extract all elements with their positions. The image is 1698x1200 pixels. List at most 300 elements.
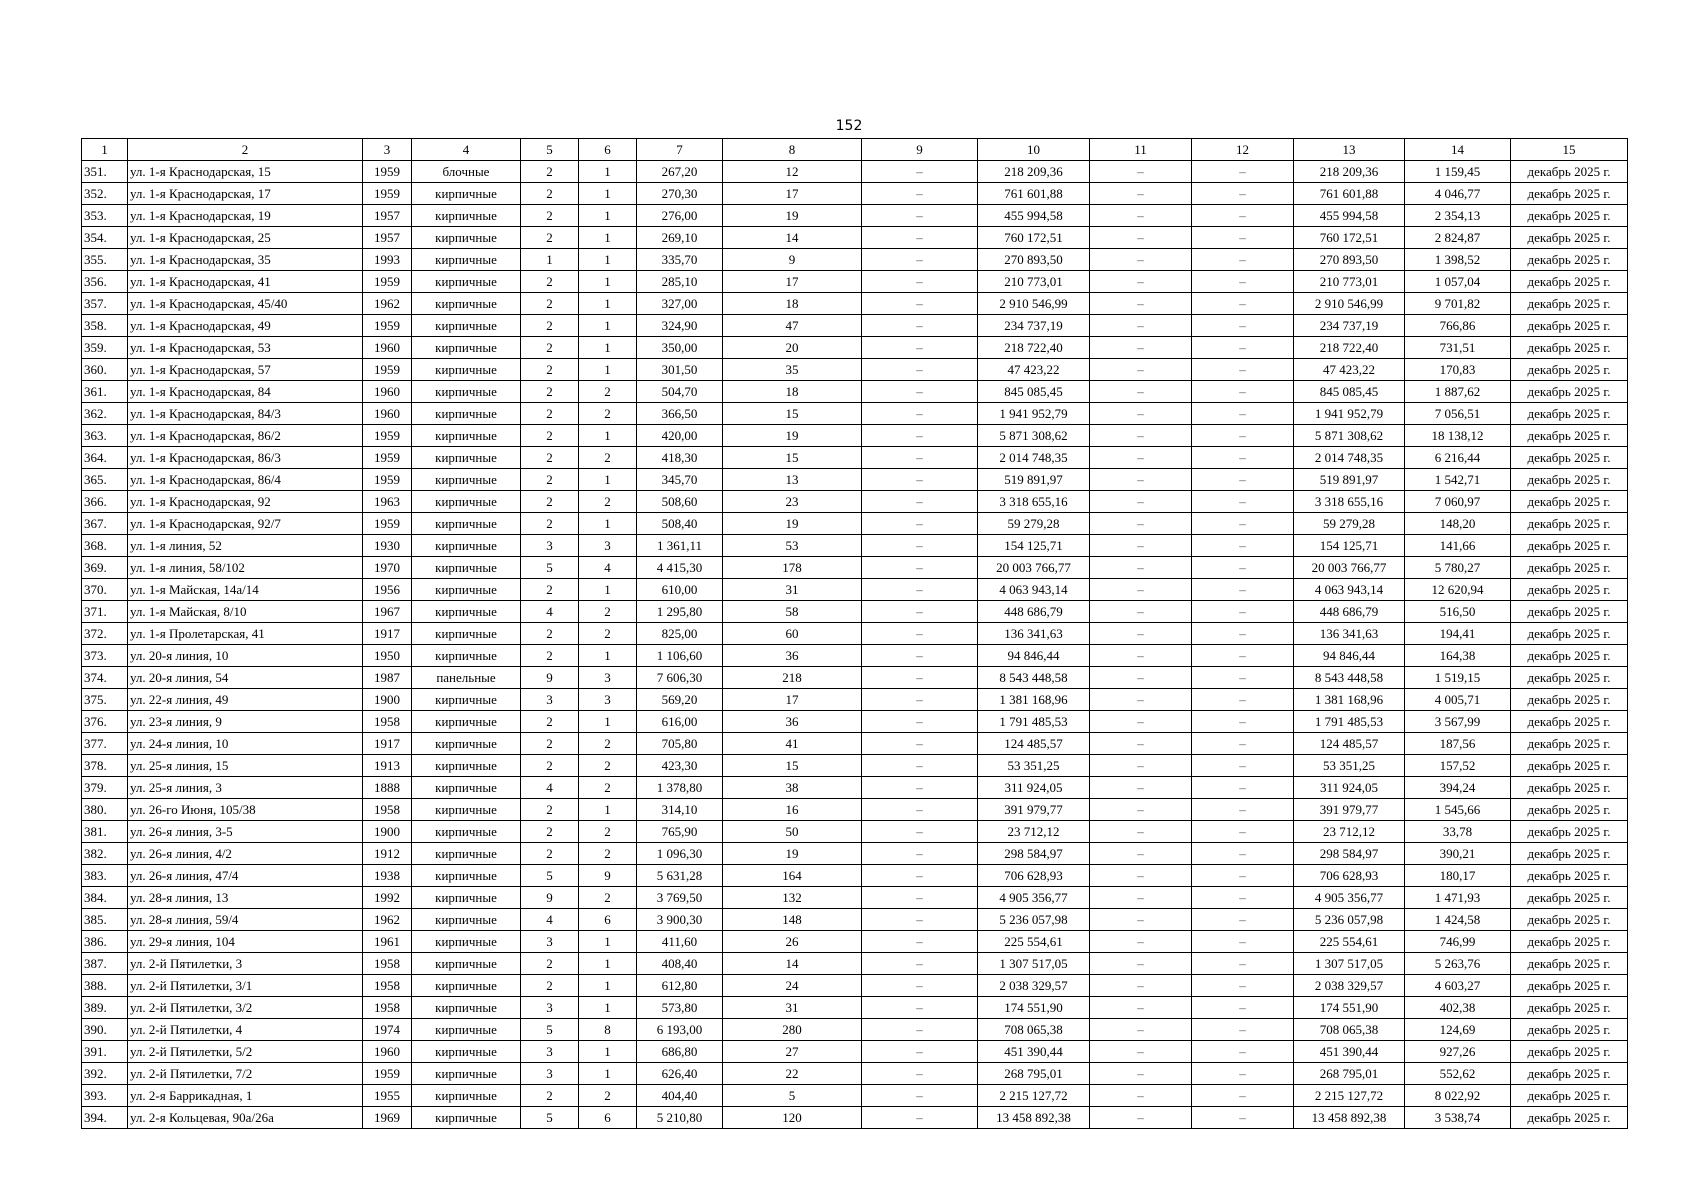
table-cell: 1958 bbox=[363, 997, 412, 1019]
table-cell: – bbox=[1090, 645, 1192, 667]
table-cell: – bbox=[1192, 161, 1294, 183]
table-cell: 174 551,90 bbox=[1294, 997, 1405, 1019]
table-cell: кирпичные bbox=[412, 249, 521, 271]
table-cell: – bbox=[1090, 425, 1192, 447]
table-cell: – bbox=[862, 711, 978, 733]
table-cell: 124 485,57 bbox=[1294, 733, 1405, 755]
table-cell: 385. bbox=[82, 909, 128, 931]
table-cell: – bbox=[1090, 733, 1192, 755]
table-cell: кирпичные bbox=[412, 359, 521, 381]
table-cell: 2 bbox=[579, 491, 637, 513]
table-cell: 350,00 bbox=[637, 337, 723, 359]
table-cell: – bbox=[1090, 997, 1192, 1019]
table-cell: 1 bbox=[521, 249, 579, 271]
table-cell: 5 263,76 bbox=[1405, 953, 1511, 975]
table-cell: – bbox=[1192, 337, 1294, 359]
table-cell: – bbox=[862, 931, 978, 953]
table-cell: 387. bbox=[82, 953, 128, 975]
table-cell: 324,90 bbox=[637, 315, 723, 337]
table-cell: – bbox=[1090, 557, 1192, 579]
table-cell: ул. 20-я линия, 10 bbox=[128, 645, 363, 667]
table-cell: ул. 2-й Пятилетки, 7/2 bbox=[128, 1063, 363, 1085]
table-cell: – bbox=[1192, 1019, 1294, 1041]
table-row bbox=[82, 491, 1628, 513]
table-cell: 4 905 356,77 bbox=[1294, 887, 1405, 909]
table-cell: – bbox=[1090, 843, 1192, 865]
table-cell: декабрь 2025 г. bbox=[1511, 161, 1628, 183]
table-cell: декабрь 2025 г. bbox=[1511, 491, 1628, 513]
table-row bbox=[82, 799, 1628, 821]
table-cell: – bbox=[1090, 447, 1192, 469]
table-cell: 1 519,15 bbox=[1405, 667, 1511, 689]
table-cell: 366,50 bbox=[637, 403, 723, 425]
table-cell: – bbox=[1090, 601, 1192, 623]
table-cell: ул. 29-я линия, 104 bbox=[128, 931, 363, 953]
table-cell: 2 bbox=[521, 491, 579, 513]
table-cell: 370. bbox=[82, 579, 128, 601]
table-cell: 23 712,12 bbox=[978, 821, 1090, 843]
table-cell: – bbox=[862, 997, 978, 1019]
table-cell: – bbox=[1192, 447, 1294, 469]
table-cell: – bbox=[1192, 645, 1294, 667]
table-cell: 267,20 bbox=[637, 161, 723, 183]
table-cell: 17 bbox=[723, 271, 862, 293]
table-cell: 4 603,27 bbox=[1405, 975, 1511, 997]
table-cell: 1 bbox=[579, 997, 637, 1019]
table-cell: 1957 bbox=[363, 205, 412, 227]
table-cell: ул. 1-я Майская, 14а/14 bbox=[128, 579, 363, 601]
table-cell: 1 424,58 bbox=[1405, 909, 1511, 931]
table-cell: 612,80 bbox=[637, 975, 723, 997]
table-cell: – bbox=[1192, 843, 1294, 865]
column-number-row bbox=[82, 139, 1628, 161]
table-cell: 1992 bbox=[363, 887, 412, 909]
table-cell: декабрь 2025 г. bbox=[1511, 1019, 1628, 1041]
table-cell: ул. 2-й Пятилетки, 3 bbox=[128, 953, 363, 975]
table-cell: – bbox=[1090, 909, 1192, 931]
table-cell: 5 871 308,62 bbox=[1294, 425, 1405, 447]
table-row bbox=[82, 601, 1628, 623]
table-cell: 358. bbox=[82, 315, 128, 337]
table-cell: ул. 22-я линия, 49 bbox=[128, 689, 363, 711]
table-cell: 1958 bbox=[363, 711, 412, 733]
table-cell: декабрь 2025 г. bbox=[1511, 227, 1628, 249]
table-cell: – bbox=[1090, 579, 1192, 601]
table-cell: 234 737,19 bbox=[1294, 315, 1405, 337]
table-cell: кирпичные bbox=[412, 909, 521, 931]
table-cell: 386. bbox=[82, 931, 128, 953]
table-cell: кирпичные bbox=[412, 733, 521, 755]
table-cell: – bbox=[1192, 271, 1294, 293]
table-cell: 1967 bbox=[363, 601, 412, 623]
table-cell: 573,80 bbox=[637, 997, 723, 1019]
table-cell: декабрь 2025 г. bbox=[1511, 249, 1628, 271]
table-cell: 2 bbox=[521, 359, 579, 381]
table-row bbox=[82, 1063, 1628, 1085]
column-header: 15 bbox=[1511, 139, 1628, 161]
table-cell: – bbox=[1090, 205, 1192, 227]
table-cell: – bbox=[1192, 689, 1294, 711]
column-header: 7 bbox=[637, 139, 723, 161]
table-row bbox=[82, 557, 1628, 579]
table-cell: 5 bbox=[521, 1107, 579, 1129]
table-cell: 402,38 bbox=[1405, 997, 1511, 1019]
table-cell: 3 318 655,16 bbox=[1294, 491, 1405, 513]
table-cell: 18 bbox=[723, 381, 862, 403]
table-cell: ул. 24-я линия, 10 bbox=[128, 733, 363, 755]
table-cell: кирпичные bbox=[412, 821, 521, 843]
table-cell: 5 bbox=[521, 865, 579, 887]
table-cell: 504,70 bbox=[637, 381, 723, 403]
table-cell: ул. 20-я линия, 54 bbox=[128, 667, 363, 689]
table-cell: 136 341,63 bbox=[978, 623, 1090, 645]
table-cell: 392. bbox=[82, 1063, 128, 1085]
table-cell: – bbox=[862, 909, 978, 931]
table-cell: 706 628,93 bbox=[978, 865, 1090, 887]
table-cell: – bbox=[1192, 227, 1294, 249]
table-cell: 360. bbox=[82, 359, 128, 381]
table-cell: 1900 bbox=[363, 689, 412, 711]
table-cell: – bbox=[1192, 579, 1294, 601]
table-cell: – bbox=[1192, 491, 1294, 513]
table-cell: 4 063 943,14 bbox=[978, 579, 1090, 601]
table-cell: 5 bbox=[521, 1019, 579, 1041]
table-cell: 2 bbox=[521, 271, 579, 293]
table-cell: – bbox=[1090, 623, 1192, 645]
table-cell: ул. 26-я линия, 4/2 bbox=[128, 843, 363, 865]
table-cell: 3 769,50 bbox=[637, 887, 723, 909]
table-cell: 1 bbox=[579, 931, 637, 953]
table-cell: 706 628,93 bbox=[1294, 865, 1405, 887]
table-cell: – bbox=[1090, 183, 1192, 205]
table-cell: кирпичные bbox=[412, 271, 521, 293]
table-cell: 5 bbox=[521, 557, 579, 579]
table-cell: – bbox=[862, 1107, 978, 1129]
table-cell: 2 bbox=[521, 469, 579, 491]
table-cell: 4 415,30 bbox=[637, 557, 723, 579]
table-cell: ул. 28-я линия, 13 bbox=[128, 887, 363, 909]
table-cell: кирпичные bbox=[412, 645, 521, 667]
table-cell: 31 bbox=[723, 579, 862, 601]
table-cell: – bbox=[862, 755, 978, 777]
table-cell: – bbox=[862, 557, 978, 579]
table-cell: 2 bbox=[521, 513, 579, 535]
table-cell: – bbox=[1090, 249, 1192, 271]
table-row bbox=[82, 579, 1628, 601]
table-cell: 13 458 892,38 bbox=[978, 1107, 1090, 1129]
table-cell: 1 941 952,79 bbox=[1294, 403, 1405, 425]
table-cell: 1 057,04 bbox=[1405, 271, 1511, 293]
table-cell: 616,00 bbox=[637, 711, 723, 733]
table-cell: 1987 bbox=[363, 667, 412, 689]
table-cell: ул. 2-й Пятилетки, 3/2 bbox=[128, 997, 363, 1019]
table-cell: декабрь 2025 г. bbox=[1511, 447, 1628, 469]
table-cell: – bbox=[862, 403, 978, 425]
table-cell: 218 722,40 bbox=[978, 337, 1090, 359]
table-cell: 388. bbox=[82, 975, 128, 997]
table-cell: кирпичные bbox=[412, 447, 521, 469]
table-cell: 2 bbox=[521, 183, 579, 205]
table-cell: – bbox=[1090, 381, 1192, 403]
table-cell: 1 bbox=[579, 645, 637, 667]
table-cell: 94 846,44 bbox=[1294, 645, 1405, 667]
table-cell: 3 bbox=[579, 667, 637, 689]
table-row bbox=[82, 689, 1628, 711]
table-cell: – bbox=[1192, 975, 1294, 997]
table-cell: декабрь 2025 г. bbox=[1511, 271, 1628, 293]
table-cell: 394,24 bbox=[1405, 777, 1511, 799]
table-cell: 760 172,51 bbox=[978, 227, 1090, 249]
table-cell: 1959 bbox=[363, 447, 412, 469]
table-cell: 2 bbox=[521, 733, 579, 755]
table-cell: 12 620,94 bbox=[1405, 579, 1511, 601]
table-cell: ул. 1-я Краснодарская, 92/7 bbox=[128, 513, 363, 535]
table-row bbox=[82, 975, 1628, 997]
table-cell: 393. bbox=[82, 1085, 128, 1107]
table-cell: 1 bbox=[579, 711, 637, 733]
table-row bbox=[82, 183, 1628, 205]
table-row bbox=[82, 821, 1628, 843]
table-cell: кирпичные bbox=[412, 293, 521, 315]
table-row bbox=[82, 359, 1628, 381]
table-cell: 2 bbox=[521, 711, 579, 733]
table-cell: декабрь 2025 г. bbox=[1511, 293, 1628, 315]
table-cell: декабрь 2025 г. bbox=[1511, 667, 1628, 689]
table-row bbox=[82, 843, 1628, 865]
table-cell: декабрь 2025 г. bbox=[1511, 975, 1628, 997]
table-cell: декабрь 2025 г. bbox=[1511, 557, 1628, 579]
table-cell: ул. 1-я Краснодарская, 49 bbox=[128, 315, 363, 337]
table-cell: 187,56 bbox=[1405, 733, 1511, 755]
table-cell: 1917 bbox=[363, 733, 412, 755]
table-cell: 59 279,28 bbox=[978, 513, 1090, 535]
table-cell: 2 bbox=[521, 623, 579, 645]
table-cell: декабрь 2025 г. bbox=[1511, 777, 1628, 799]
table-cell: 154 125,71 bbox=[978, 535, 1090, 557]
table-cell: 361. bbox=[82, 381, 128, 403]
table-cell: декабрь 2025 г. bbox=[1511, 1085, 1628, 1107]
table-cell: 1 106,60 bbox=[637, 645, 723, 667]
table-cell: 314,10 bbox=[637, 799, 723, 821]
table-cell: 2 bbox=[521, 821, 579, 843]
table-cell: – bbox=[862, 733, 978, 755]
table-cell: 351. bbox=[82, 161, 128, 183]
table-cell: ул. 1-я Краснодарская, 19 bbox=[128, 205, 363, 227]
table-cell: 225 554,61 bbox=[978, 931, 1090, 953]
table-cell: 2 014 748,35 bbox=[1294, 447, 1405, 469]
table-cell: 2 bbox=[521, 227, 579, 249]
table-cell: 2 bbox=[521, 205, 579, 227]
table-cell: 1 bbox=[579, 1063, 637, 1085]
table-cell: 2 038 329,57 bbox=[1294, 975, 1405, 997]
table-cell: 1993 bbox=[363, 249, 412, 271]
column-header: 10 bbox=[978, 139, 1090, 161]
table-row bbox=[82, 205, 1628, 227]
table-cell: декабрь 2025 г. bbox=[1511, 469, 1628, 491]
table-cell: 1930 bbox=[363, 535, 412, 557]
table-cell: 686,80 bbox=[637, 1041, 723, 1063]
table-cell: – bbox=[1090, 799, 1192, 821]
table-cell: 36 bbox=[723, 645, 862, 667]
table-cell: 4 046,77 bbox=[1405, 183, 1511, 205]
table-cell: 27 bbox=[723, 1041, 862, 1063]
table-cell: 12 bbox=[723, 161, 862, 183]
table-cell: – bbox=[1090, 1085, 1192, 1107]
table-cell: ул. 1-я Пролетарская, 41 bbox=[128, 623, 363, 645]
table-row bbox=[82, 1107, 1628, 1129]
table-row bbox=[82, 425, 1628, 447]
table-cell: 2 014 748,35 bbox=[978, 447, 1090, 469]
table-cell: – bbox=[862, 623, 978, 645]
table-cell: 15 bbox=[723, 755, 862, 777]
table-cell: кирпичные bbox=[412, 953, 521, 975]
table-row bbox=[82, 381, 1628, 403]
table-row bbox=[82, 161, 1628, 183]
table-cell: – bbox=[862, 161, 978, 183]
table-cell: 845 085,45 bbox=[1294, 381, 1405, 403]
table-cell: 136 341,63 bbox=[1294, 623, 1405, 645]
table-cell: – bbox=[1192, 1063, 1294, 1085]
table-cell: декабрь 2025 г. bbox=[1511, 623, 1628, 645]
table-cell: 50 bbox=[723, 821, 862, 843]
table-cell: 218 bbox=[723, 667, 862, 689]
table-cell: 225 554,61 bbox=[1294, 931, 1405, 953]
table-cell: 3 318 655,16 bbox=[978, 491, 1090, 513]
table-cell: 746,99 bbox=[1405, 931, 1511, 953]
table-cell: 53 351,25 bbox=[978, 755, 1090, 777]
table-cell: 47 bbox=[723, 315, 862, 337]
table-cell: декабрь 2025 г. bbox=[1511, 689, 1628, 711]
table-row bbox=[82, 513, 1628, 535]
table-cell: – bbox=[862, 315, 978, 337]
table-cell: 270 893,50 bbox=[1294, 249, 1405, 271]
table-cell: 2 354,13 bbox=[1405, 205, 1511, 227]
table-cell: 210 773,01 bbox=[1294, 271, 1405, 293]
table-cell: 148 bbox=[723, 909, 862, 931]
table-cell: 1888 bbox=[363, 777, 412, 799]
table-cell: 1962 bbox=[363, 909, 412, 931]
table-cell: 164 bbox=[723, 865, 862, 887]
table-row bbox=[82, 711, 1628, 733]
table-cell: 408,40 bbox=[637, 953, 723, 975]
table-cell: – bbox=[862, 821, 978, 843]
table-cell: – bbox=[1192, 535, 1294, 557]
table-cell: 1960 bbox=[363, 1041, 412, 1063]
table-cell: 2 bbox=[579, 601, 637, 623]
table-cell: – bbox=[862, 601, 978, 623]
table-cell: 6 bbox=[579, 1107, 637, 1129]
table-cell: – bbox=[1090, 931, 1192, 953]
table-cell: – bbox=[1090, 469, 1192, 491]
table-cell: 311 924,05 bbox=[978, 777, 1090, 799]
table-cell: – bbox=[1192, 403, 1294, 425]
table-cell: 516,50 bbox=[1405, 601, 1511, 623]
table-cell: 1 791 485,53 bbox=[1294, 711, 1405, 733]
table-cell: – bbox=[1090, 403, 1192, 425]
table-cell: 1958 bbox=[363, 799, 412, 821]
table-cell: 180,17 bbox=[1405, 865, 1511, 887]
table-cell: 389. bbox=[82, 997, 128, 1019]
table-cell: 1 bbox=[579, 293, 637, 315]
table-cell: 124 485,57 bbox=[978, 733, 1090, 755]
table-cell: 1 bbox=[579, 337, 637, 359]
table-cell: панельные bbox=[412, 667, 521, 689]
page-number: 152 bbox=[835, 118, 863, 134]
table-cell: 1 471,93 bbox=[1405, 887, 1511, 909]
table-cell: 2 bbox=[521, 579, 579, 601]
table-cell: кирпичные bbox=[412, 513, 521, 535]
table-cell: кирпичные bbox=[412, 887, 521, 909]
table-cell: 47 423,22 bbox=[978, 359, 1090, 381]
table-cell: – bbox=[862, 425, 978, 447]
table-cell: ул. 26-я линия, 47/4 bbox=[128, 865, 363, 887]
table-cell: 5 871 308,62 bbox=[978, 425, 1090, 447]
table-cell: кирпичные bbox=[412, 1019, 521, 1041]
column-header: 5 bbox=[521, 139, 579, 161]
table-cell: 20 bbox=[723, 337, 862, 359]
table-cell: 19 bbox=[723, 425, 862, 447]
table-cell: 379. bbox=[82, 777, 128, 799]
table-cell: 285,10 bbox=[637, 271, 723, 293]
table-cell: – bbox=[1090, 865, 1192, 887]
table-cell: 268 795,01 bbox=[1294, 1063, 1405, 1085]
table-cell: – bbox=[1090, 271, 1192, 293]
table-cell: – bbox=[862, 205, 978, 227]
table-row bbox=[82, 535, 1628, 557]
table-cell: 15 bbox=[723, 403, 862, 425]
table-cell: 451 390,44 bbox=[1294, 1041, 1405, 1063]
table-cell: 3 bbox=[521, 1041, 579, 1063]
table-cell: 164,38 bbox=[1405, 645, 1511, 667]
table-cell: декабрь 2025 г. bbox=[1511, 1063, 1628, 1085]
table-cell: 2 bbox=[579, 777, 637, 799]
table-cell: 9 bbox=[521, 667, 579, 689]
table-cell: 94 846,44 bbox=[978, 645, 1090, 667]
table-cell: 6 193,00 bbox=[637, 1019, 723, 1041]
table-cell: 1 307 517,05 bbox=[978, 953, 1090, 975]
table-cell: – bbox=[1192, 799, 1294, 821]
table-cell: – bbox=[1090, 161, 1192, 183]
table-cell: ул. 25-я линия, 3 bbox=[128, 777, 363, 799]
table-cell: – bbox=[1090, 975, 1192, 997]
table-cell: 1 bbox=[579, 271, 637, 293]
table-cell: декабрь 2025 г. bbox=[1511, 799, 1628, 821]
table-cell: 1962 bbox=[363, 293, 412, 315]
table-cell: ул. 1-я Краснодарская, 86/3 bbox=[128, 447, 363, 469]
table-cell: – bbox=[1090, 337, 1192, 359]
table-cell: декабрь 2025 г. bbox=[1511, 513, 1628, 535]
table-cell: 53 bbox=[723, 535, 862, 557]
table-cell: декабрь 2025 г. bbox=[1511, 733, 1628, 755]
table-cell: 31 bbox=[723, 997, 862, 1019]
table-cell: 17 bbox=[723, 183, 862, 205]
column-header: 3 bbox=[363, 139, 412, 161]
table-cell: декабрь 2025 г. bbox=[1511, 579, 1628, 601]
table-cell: – bbox=[1090, 315, 1192, 337]
table-cell: – bbox=[862, 337, 978, 359]
table-cell: 9 bbox=[723, 249, 862, 271]
table-cell: 1959 bbox=[363, 425, 412, 447]
table-cell: – bbox=[1192, 733, 1294, 755]
table-cell: 2 038 329,57 bbox=[978, 975, 1090, 997]
table-cell: ул. 23-я линия, 9 bbox=[128, 711, 363, 733]
table-cell: – bbox=[862, 975, 978, 997]
table-cell: – bbox=[1192, 865, 1294, 887]
table-cell: 2 215 127,72 bbox=[1294, 1085, 1405, 1107]
table-cell: 2 bbox=[521, 799, 579, 821]
table-cell: декабрь 2025 г. bbox=[1511, 381, 1628, 403]
table-cell: 508,40 bbox=[637, 513, 723, 535]
